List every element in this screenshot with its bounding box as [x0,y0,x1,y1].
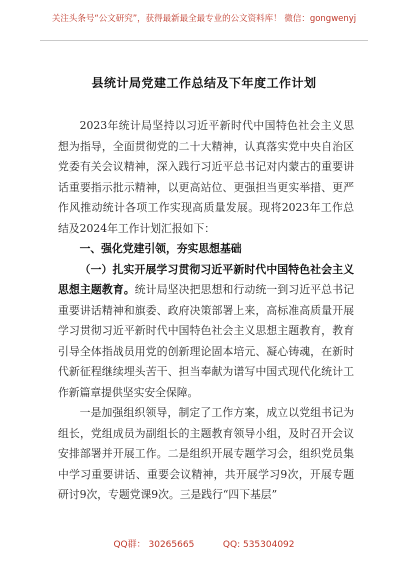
header-divider [40,40,368,41]
subsection-body: 统计局坚决把思想和行动统一到习近平总书记重要讲话精神和旗委、政府决策部署上来，高标准高质量开展学习贯彻习近平新时代中国特色社会主义思想主题教育，教育引导全体指战员用党的创新理论固本培元、凝心铸魂，在新时代新征程继续埋头苦干、担当奉献为谱写中国式现代化统计工作新篇章提供坚实安全保障。 [58,283,355,399]
intro-paragraph: 2023年统计局坚持以习近平新时代中国特色社会主义思想为指导，全面贯彻党的二十大精神，认真落实党中央自治区党委有关会议精神，深入践行习近平总书记对内蒙古的重要讲话重要指示批示精神，以更高站位、更强担当更实举措、更严作风推动统计各项工作实现高质量发展。现将2023年工作总结及2024年工作计划汇报如下： [58,119,354,235]
section-heading: 一、强化党建引领，夯实思想基础 [79,242,242,255]
subsection-heading: （一）扎实开展学习贯彻习近平新时代中国特色社会主义思想主题教育。 [58,262,354,296]
footer-contact: QQ群： 30265665 QQ: 535304092 [113,540,295,550]
document-title: 县统计局党建工作总结及下年度工作计划 [91,76,317,90]
body-paragraph: 一是加强组织领导，制定了工作方案，成立以党组书记为组长，党组成员为副组长的主题教育领导小组，及时召开会议安排部署并开展工作。二是组织开展专题学习会，组织党员集中学习重要讲话、重要会议精神，共开展学习9次，开展专题研讨9次，专题党课9次。三是践行“四下基层” [58,406,354,501]
document-body [58,116,354,506]
promo-banner: 关注头条号“公文研究”，获得最新最全最专业的公文资料库！ 微信：gongwenyj [51,14,357,24]
subsection-paragraph [58,260,354,404]
